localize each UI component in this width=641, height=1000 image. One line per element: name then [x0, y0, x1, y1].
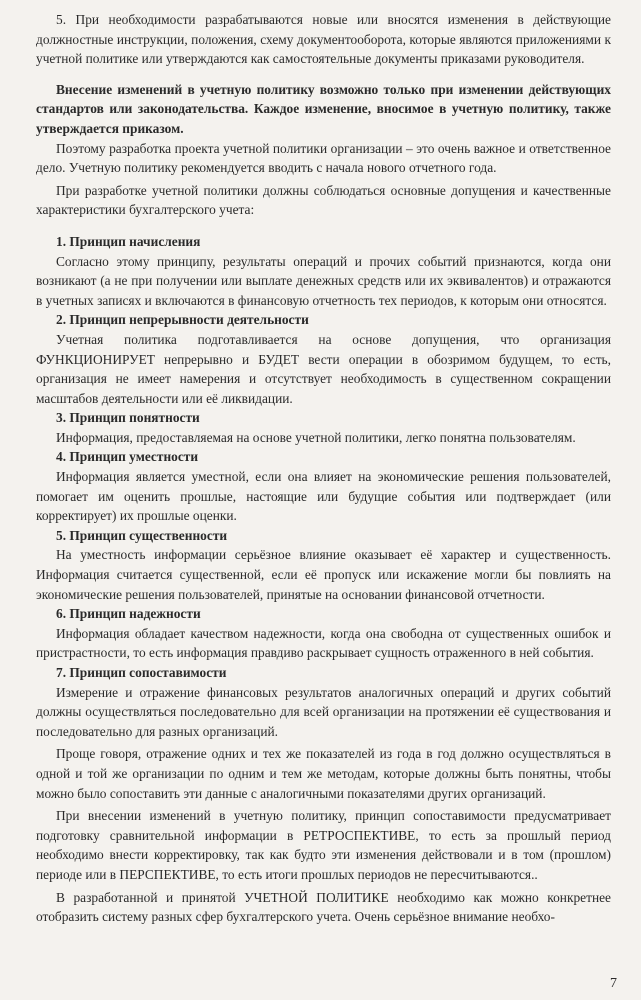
- principle-1-title: 1. Принцип начисления: [56, 233, 201, 249]
- principle-3-title: 3. Принцип понятности: [56, 410, 200, 426]
- paragraph-instructions: 5. При необходимости разрабатываются новые или вносятся изменения в действующие должностные инструкции, положения, схему документооборота, которые являются приложениями к учетной политике или утверждаются как самостоятельные документы приказами руководителя.: [36, 12, 611, 67]
- principle-4-text: Информация является уместной, если она влияет на экономические решения пользователей, помогает им оценить прошлые, настоящие или будущие события или подтверждает (или корректирует) их прошлые оценки.: [36, 469, 611, 524]
- paragraph-retrospective: При внесении изменений в учетную политику, принцип сопоставимости предусматривает подготовку сравнительной информации в РЕТРОСПЕКТИВЕ, то есть за прошлый период необходимо внести корректировку, так как будто эти изменения действовали и в том (прошлом) периоде или в ПЕРСПЕКТИВЕ, то есть итоги прошлых периодов не пересчитываются..: [36, 808, 611, 882]
- page-number: 7: [610, 976, 617, 991]
- principle-7-title: 7. Принцип сопоставимости: [56, 665, 227, 680]
- paragraph-importance: Поэтому разработка проекта учетной политики организации – это очень важное и ответственное дело. Учетную политику рекомендуется вводить с начала нового отчетного года.: [36, 140, 611, 176]
- principle-7-text: Измерение и отражение финансовых результатов аналогичных операций и других событий должны осуществляться последовательно для всей организации на протяжении её существования и последовательно для разных организаций.: [36, 684, 611, 739]
- paragraph-changes-bold: Внесение изменений в учетную политику возможно только при изменении действующих стандартов или законодательства. Каждое изменение, вносимое в учетную политику, также утверждается приказом.: [36, 81, 611, 136]
- paragraph-assumptions: При разработке учетной политики должны соблюдаться основные допущения и качественные характеристики бухгалтерского учета:: [36, 182, 611, 218]
- principle-5-text: На уместность информации серьёзное влияние оказывает её характер и существенность. Информация считается существенной, если её пропуск или искажение могли бы повлиять на экономические решения пользователей, принятые на основании финансовой отчетности.: [36, 547, 611, 602]
- principle-2-title: 2. Принцип непрерывности деятельности: [56, 312, 309, 328]
- principle-6-text: Информация обладает качеством надежности, когда она свободна от существенных ошибок и пристрастности, то есть информация правдиво раскрывает сущность отраженного в ней события.: [36, 625, 611, 661]
- principle-6-title: 6. Принцип надежности: [56, 606, 201, 622]
- paragraph-simpler: Проще говоря, отражение одних и тех же показателей из года в год должно осуществляться в одной и той же организации по одним и тем же методам, которые должны быть понятны, чтобы можно было сопоставить эти данные с аналогичными показателями других организаций.: [36, 746, 611, 801]
- principle-3-text: Информация, предоставляемая на основе учетной политики, легко понятна пользователям.: [56, 429, 576, 445]
- principle-1-text: Согласно этому принципу, результаты операций и прочих событий признаются, когда они возникают (а не при получении или выплате денежных средств или их эквивалентов) и отражаются в учетных записях и включаются в финансовую отчетность тех периодов, к которым они относятся.: [36, 253, 611, 308]
- paragraph-accounting-policy: В разработанной и принятой УЧЕТНОЙ ПОЛИТИКЕ необходимо как можно конкретнее отобразить систему разных сфер бухгалтерского учета. Очень серьёзное внимание необхо-: [36, 889, 611, 925]
- principle-5-title: 5. Принцип существенности: [56, 527, 228, 543]
- principle-2-text: Учетная политика подготавливается на основе допущения, что организация ФУНКЦИОНИРУЕТ непрерывно и БУДЕТ вести операции в обозримом будущем, то есть, организация не имеет намерения и отсутствует необходимость в существенном сокращении масштабов деятельности или её ликвидации.: [36, 331, 611, 406]
- principle-4-title: 4. Принцип уместности: [56, 449, 199, 465]
